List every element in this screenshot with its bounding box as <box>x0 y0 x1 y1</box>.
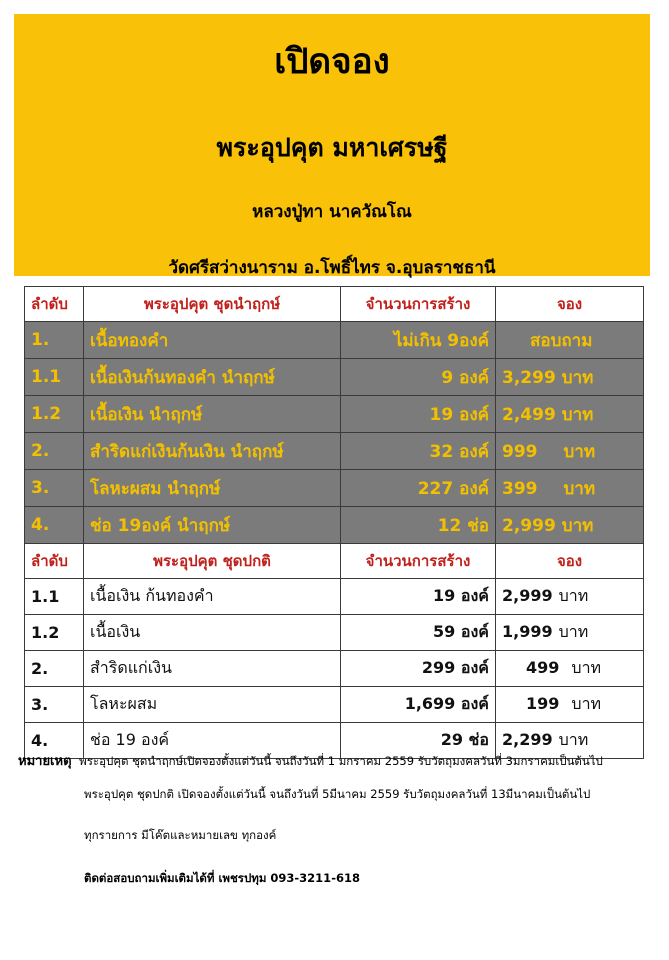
table-row <box>25 651 644 687</box>
row-no: 1.1 <box>25 359 84 396</box>
row-name: เนื้อเงิน นำฤกษ์ <box>84 396 341 433</box>
price-unit: บาท <box>563 441 596 462</box>
column-header-amount: จำนวนการสร้าง <box>341 287 496 322</box>
column-header-no: ลำดับ <box>25 287 84 322</box>
normal-set-header <box>25 544 644 579</box>
column-header-no: ลำดับ <box>25 544 84 579</box>
table-row <box>25 470 644 507</box>
note-line-1 <box>18 750 603 771</box>
column-header-name: พระอุปคุต ชุดนำฤกษ์ <box>84 287 341 322</box>
price-value: 2,999 <box>502 515 556 536</box>
row-name: โลหะผสม นำฤกษ์ <box>84 470 341 507</box>
row-price <box>496 396 644 433</box>
price-value: 3,299 <box>502 367 556 388</box>
banner-title: เปิดจอง <box>274 42 390 82</box>
row-no: 1.2 <box>25 615 84 651</box>
row-name: เนื้อเงิน <box>84 615 341 651</box>
row-name: ช่อ 19 องค์ <box>84 723 341 759</box>
row-amount: 32 องค์ <box>341 433 496 470</box>
table-row <box>25 322 644 359</box>
note-line-3: ทุกรายการ มีโค๊ตและหมายเลข ทุกองค์ <box>84 828 277 842</box>
header-banner <box>14 14 650 276</box>
price-unit: บาท <box>561 515 594 536</box>
row-no: 1.1 <box>25 579 84 615</box>
price-value: 2,299 <box>502 730 553 749</box>
price-unit: บาท <box>561 367 594 388</box>
table-row <box>25 396 644 433</box>
price-value: 2,499 <box>502 404 556 425</box>
table-row <box>25 507 644 544</box>
row-price <box>496 433 644 470</box>
row-no: 2. <box>25 651 84 687</box>
table-row <box>25 433 644 470</box>
row-no: 3. <box>25 470 84 507</box>
row-price <box>496 507 644 544</box>
row-no: 2. <box>25 433 84 470</box>
note-label: หมายเหตุ <box>18 754 72 769</box>
row-amount: 29 ช่อ <box>341 723 496 759</box>
row-no: 4. <box>25 507 84 544</box>
row-name: ช่อ 19องค์ นำฤกษ์ <box>84 507 341 544</box>
table-row <box>25 359 644 396</box>
row-price <box>496 687 644 723</box>
price-unit: บาท <box>558 622 589 641</box>
row-price <box>496 359 644 396</box>
note-line-2: พระอุปคุต ชุดปกติ เปิดจองตั้งแต่วันนี้ จนถึงวันที่ 5มีนาคม 2559 รับวัตถุมงคลวันที่ 13มีนาคมเป็นต้นไป <box>84 787 591 801</box>
row-amount: 12 ช่อ <box>341 507 496 544</box>
row-name: เนื้อทองคำ <box>84 322 341 359</box>
temple-location: วัดศรีสว่างนาราม อ.โพธิ์ไทร จ.อุบลราชธานี <box>168 258 496 278</box>
price-unit: บาท <box>563 478 596 499</box>
price-table <box>24 286 644 759</box>
special-set-header <box>25 287 644 322</box>
row-amount: 59 องค์ <box>341 615 496 651</box>
row-price <box>496 579 644 615</box>
row-no: 4. <box>25 723 84 759</box>
column-header-name: พระอุปคุต ชุดปกติ <box>84 544 341 579</box>
price-unit: บาท <box>561 404 594 425</box>
row-amount: 299 องค์ <box>341 651 496 687</box>
price-value: 399 <box>502 478 538 499</box>
row-price <box>496 322 644 359</box>
price-unit: บาท <box>571 658 602 677</box>
column-header-price: จอง <box>496 287 644 322</box>
row-price <box>496 470 644 507</box>
amulet-name: พระอุปคุต มหาเศรษฐี <box>216 133 448 162</box>
note-text-1: พระอุปคุต ชุดนำฤกษ์เปิดจองตั้งแต่วันนี้ จนถึงวันที่ 1 มกราคม 2559 รับวัตถุมงคลวันที่ 3มกราคมเป็นต้นไป <box>79 754 603 768</box>
row-amount: 1,699 องค์ <box>341 687 496 723</box>
row-name: สำริดแก่เงินก้นเงิน นำฤกษ์ <box>84 433 341 470</box>
row-name: เนื้อเงินก้นทองคำ นำฤกษ์ <box>84 359 341 396</box>
price-value: 1,999 <box>502 622 553 641</box>
row-no: 1.2 <box>25 396 84 433</box>
row-price <box>496 651 644 687</box>
column-header-price: จอง <box>496 544 644 579</box>
price-value: 2,999 <box>502 586 553 605</box>
price-unit: บาท <box>571 694 602 713</box>
row-amount: 19 องค์ <box>341 396 496 433</box>
row-amount: 19 องค์ <box>341 579 496 615</box>
row-name: โลหะผสม <box>84 687 341 723</box>
row-no: 1. <box>25 322 84 359</box>
contact-info: ติดต่อสอบถามเพิ่มเติมได้ที่ เพชรปทุม 093-3211-618 <box>84 871 360 885</box>
row-price <box>496 615 644 651</box>
table-row <box>25 687 644 723</box>
row-amount: 227 องค์ <box>341 470 496 507</box>
price-value: 999 <box>502 441 538 462</box>
price-unit: บาท <box>558 586 589 605</box>
row-amount: 9 องค์ <box>341 359 496 396</box>
column-header-amount: จำนวนการสร้าง <box>341 544 496 579</box>
price-unit: บาท <box>558 730 589 749</box>
row-name: เนื้อเงิน ก้นทองคำ <box>84 579 341 615</box>
price-value: 199 <box>526 694 560 713</box>
row-no: 3. <box>25 687 84 723</box>
monk-name: หลวงปู่ทา นาควัณโณ <box>252 202 412 222</box>
row-amount: ไม่เกิน 9องค์ <box>341 322 496 359</box>
table-row <box>25 615 644 651</box>
price-value: 499 <box>526 658 560 677</box>
row-name: สำริดแก่เงิน <box>84 651 341 687</box>
price-value: สอบถาม <box>530 330 593 351</box>
table-row <box>25 579 644 615</box>
